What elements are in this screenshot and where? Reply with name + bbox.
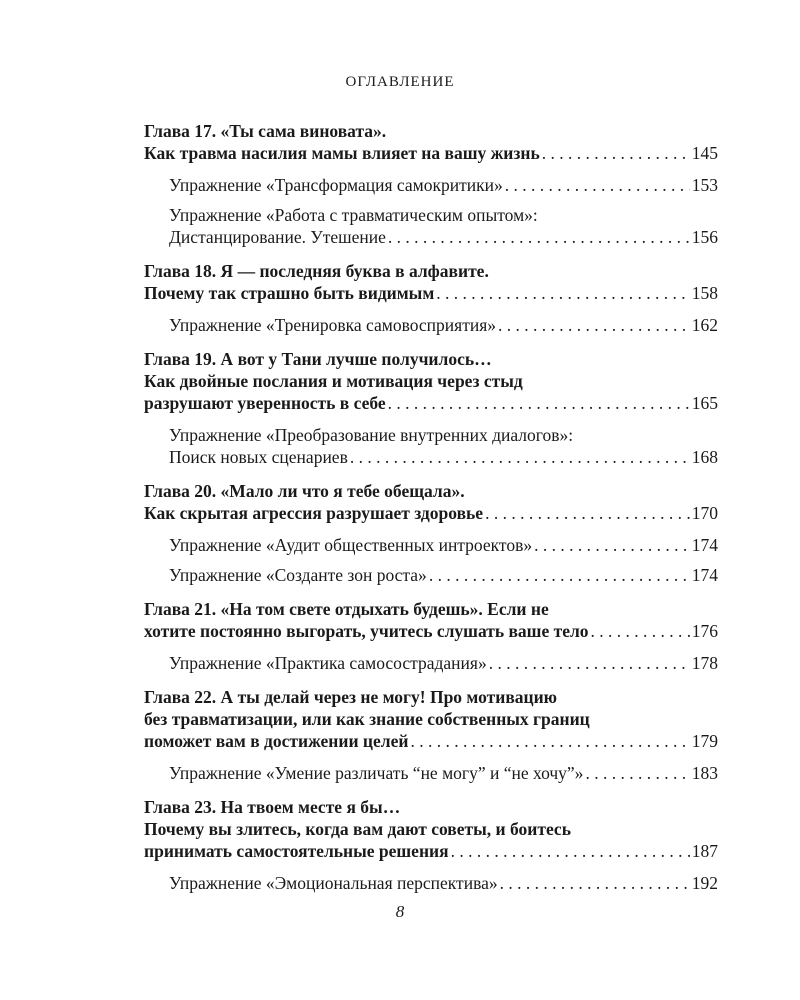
chapter-title-line: Глава 23. На твоем месте я бы…: [144, 797, 401, 817]
exercise-title: Дистанцирование. Утешение: [169, 227, 386, 247]
dot-leader: [500, 872, 690, 894]
page-ref: 162: [691, 315, 718, 335]
exercise-title: Упражнение «Практика самосострадания»: [169, 653, 487, 673]
toc-chapter: [144, 348, 718, 468]
exercise-row: [169, 174, 718, 196]
dot-leader: [388, 226, 690, 248]
dot-leader: [388, 392, 690, 414]
exercise-row: [169, 652, 718, 674]
page-ref: 153: [691, 175, 718, 195]
exercise-row: [169, 314, 718, 336]
dot-leader: [585, 762, 689, 784]
exercise-row: [169, 446, 718, 468]
chapter-entry-title: Как скрытая агрессия разрушает здоровье: [144, 503, 484, 523]
exercise-entry[interactable]: [144, 204, 718, 248]
exercise-title: Упражнение «Тренировка самовосприятия»: [169, 315, 497, 335]
chapter-entry[interactable]: [144, 730, 718, 752]
table-of-contents: [144, 120, 718, 906]
chapter-entry-title: хотите постоянно выгорать, учитесь слушать ваше тело: [144, 621, 589, 641]
chapter-title-line: без травматизации, или как знание собственных границ: [144, 709, 590, 729]
page-ref: 183: [691, 763, 718, 783]
chapter-title-line: Почему вы злитесь, когда вам дают советы, и боитесь: [144, 819, 571, 839]
chapter-title-line: Глава 21. «На том свете отдыхать будешь». Если не: [144, 599, 549, 619]
page-ref: 168: [691, 447, 718, 467]
dot-leader: [498, 314, 690, 336]
exercise-entry[interactable]: [144, 174, 718, 196]
page-ref: 170: [691, 503, 718, 523]
page-ref: 156: [691, 227, 718, 247]
dot-leader: [429, 564, 690, 586]
page-ref: 145: [691, 143, 718, 163]
chapter-entry-title: Почему так страшно быть видимым: [144, 283, 435, 303]
page-ref: 178: [691, 653, 718, 673]
page-number: 8: [395, 902, 405, 921]
exercise-row: [169, 564, 718, 586]
page-ref: 174: [691, 565, 718, 585]
dot-leader: [542, 142, 690, 164]
dot-leader: [485, 502, 690, 524]
toc-chapter: [144, 260, 718, 336]
toc-chapter: [144, 120, 718, 248]
exercise-entry[interactable]: [144, 872, 718, 894]
dot-leader: [489, 652, 690, 674]
chapter-entry[interactable]: [144, 502, 718, 524]
exercise-title-line: Упражнение «Преобразование внутренних диалогов»:: [169, 425, 574, 445]
chapter-entry-title: поможет вам в достижении целей: [144, 731, 409, 751]
exercise-row: [169, 762, 718, 784]
exercise-entry[interactable]: [144, 534, 718, 556]
chapter-entry[interactable]: [144, 840, 718, 862]
chapter-title-line: Глава 22. А ты делай через не могу! Про мотивацию: [144, 687, 558, 707]
exercise-row: [169, 226, 718, 248]
chapter-entry[interactable]: [144, 142, 718, 164]
exercise-entry[interactable]: [144, 762, 718, 784]
exercise-entry[interactable]: [144, 564, 718, 586]
page-ref: 174: [691, 535, 718, 555]
page-header: ОГЛАВЛЕНИЕ: [345, 74, 455, 90]
chapter-title-line: Глава 18. Я — последняя буква в алфавите.: [144, 261, 489, 281]
exercise-entry[interactable]: [144, 652, 718, 674]
exercise-title: Упражнение «Умение различать “не могу” и “не хочу”»: [169, 763, 584, 783]
page-ref: 176: [691, 621, 718, 641]
chapter-title-line: Глава 17. «Ты сама виновата».: [144, 121, 387, 141]
toc-chapter: [144, 686, 718, 784]
chapter-entry-title: Как травма насилия мамы влияет на вашу жизнь: [144, 143, 540, 163]
exercise-title: Поиск новых сценариев: [169, 447, 348, 467]
chapter-entry[interactable]: [144, 392, 718, 414]
page-ref: 165: [691, 393, 718, 413]
dot-leader: [350, 446, 690, 468]
chapter-title-line: Глава 20. «Мало ли что я тебе обещала».: [144, 481, 465, 501]
exercise-title-line: Упражнение «Работа с травматическим опытом»:: [169, 205, 538, 225]
chapter-title-line: Как двойные послания и мотивация через стыд: [144, 371, 523, 391]
exercise-entry[interactable]: [144, 424, 718, 468]
toc-chapter: [144, 480, 718, 586]
dot-leader: [591, 620, 690, 642]
chapter-entry-title: разрушают уверенность в себе: [144, 393, 386, 413]
dot-leader: [451, 840, 690, 862]
dot-leader: [436, 282, 689, 304]
page-ref: 192: [691, 873, 718, 893]
exercise-title: Упражнение «Эмоциональная перспектива»: [169, 873, 498, 893]
chapter-title-line: Глава 19. А вот у Тани лучше получилось…: [144, 349, 492, 369]
exercise-title: Упражнение «Созданте зон роста»: [169, 565, 427, 585]
page-ref: 187: [691, 841, 718, 861]
page-ref: 179: [691, 731, 718, 751]
exercise-row: [169, 534, 718, 556]
dot-leader: [534, 534, 690, 556]
chapter-entry[interactable]: [144, 620, 718, 642]
exercise-row: [169, 872, 718, 894]
exercise-title: Упражнение «Трансформация самокритики»: [169, 175, 503, 195]
dot-leader: [410, 730, 689, 752]
toc-chapter: [144, 796, 718, 894]
page-ref: 158: [691, 283, 718, 303]
toc-chapter: [144, 598, 718, 674]
exercise-entry[interactable]: [144, 314, 718, 336]
chapter-entry[interactable]: [144, 282, 718, 304]
exercise-title: Упражнение «Аудит общественных интроектов»: [169, 535, 533, 555]
dot-leader: [505, 174, 690, 196]
chapter-entry-title: принимать самостоятельные решения: [144, 841, 449, 861]
